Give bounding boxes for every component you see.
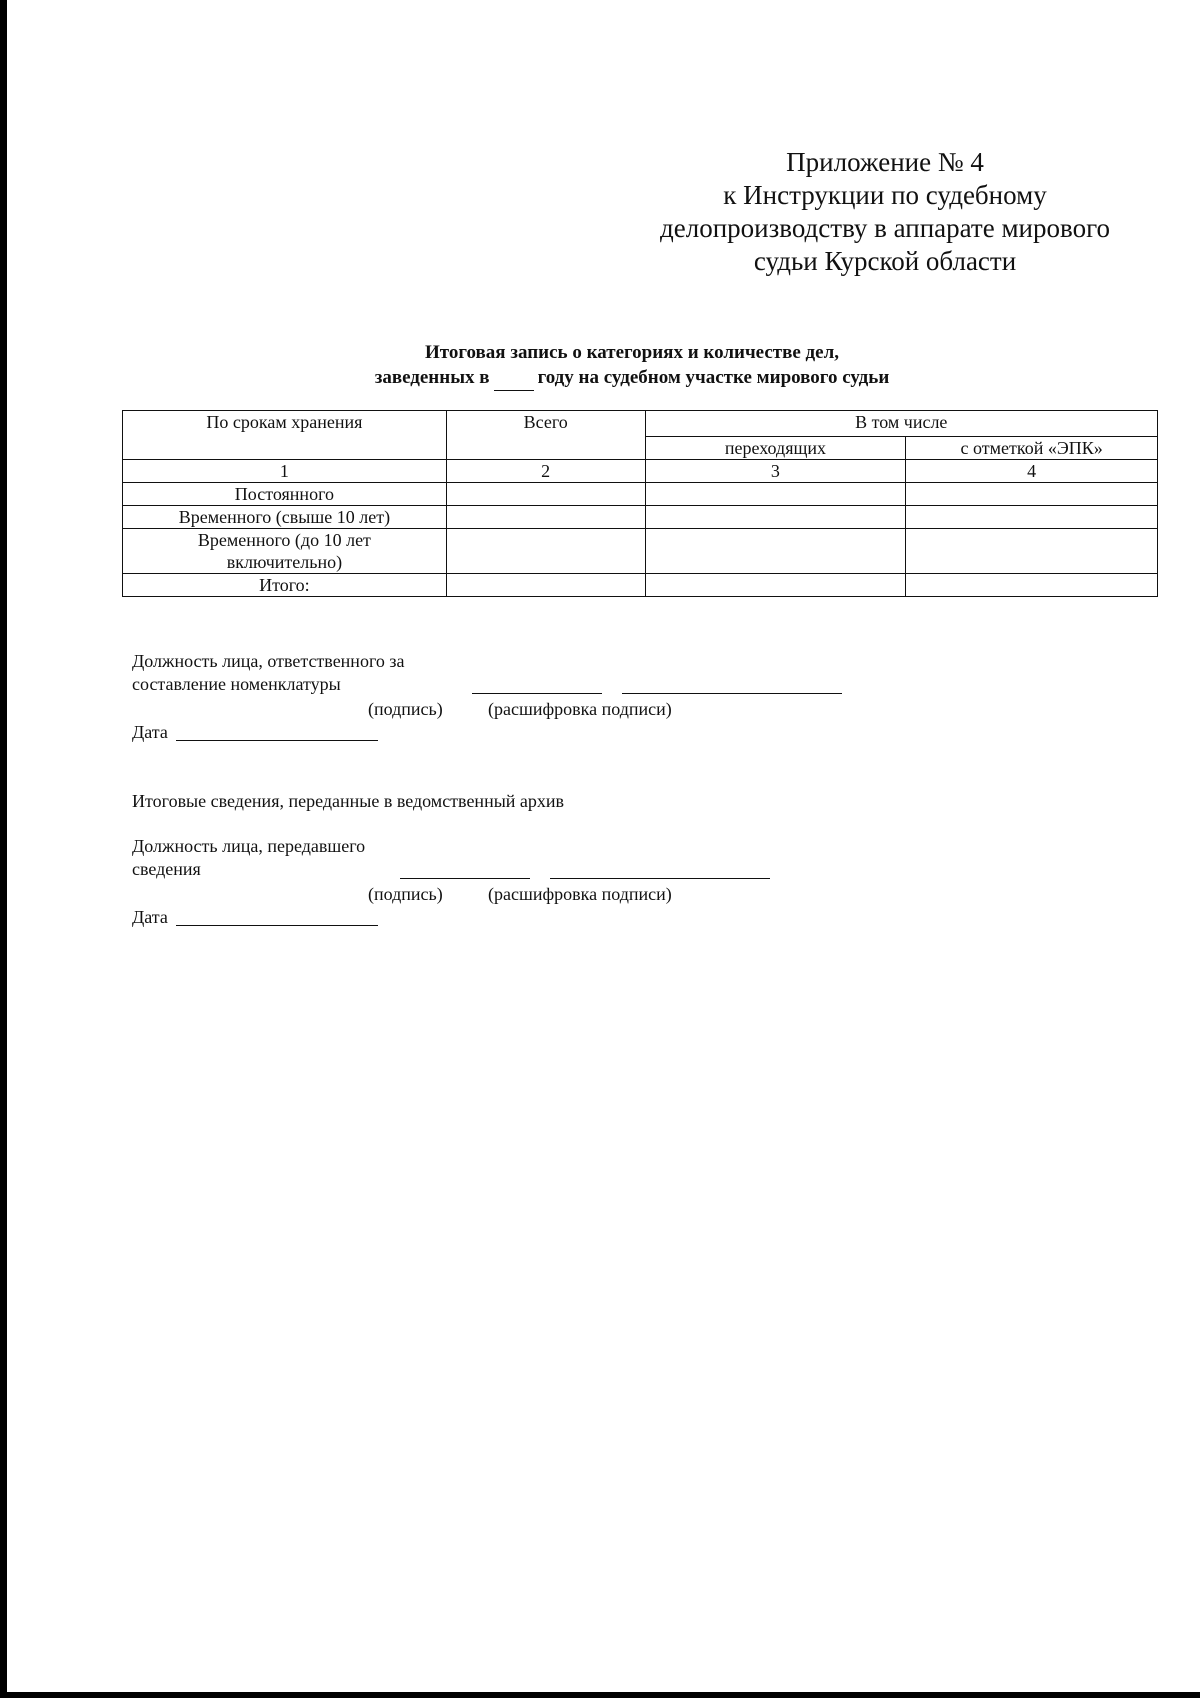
appendix-line-3: делопроизводству в аппарате мирового (660, 213, 1110, 243)
date-label-1: Дата (132, 722, 168, 742)
cell-transferring[interactable] (645, 574, 906, 597)
decode-line-2[interactable] (550, 878, 770, 879)
header-epk: с отметкой «ЭПК» (906, 437, 1158, 460)
cell-total[interactable] (446, 483, 645, 506)
cell-epk[interactable] (906, 506, 1158, 529)
column-number-3: 3 (645, 460, 906, 483)
archive-heading: Итоговые сведения, переданные в ведомственный архив (132, 791, 565, 811)
responsible-position (132, 650, 404, 696)
cell-transferring[interactable] (645, 483, 906, 506)
column-number-1: 1 (123, 460, 447, 483)
date-line-2[interactable] (176, 925, 378, 926)
document-title (122, 340, 1142, 391)
transferring-position-line-2: сведения (132, 859, 201, 879)
row-label: Временного (до 10 лет включительно) (123, 529, 447, 574)
decode-caption-2: (расшифровка подписи) (488, 884, 672, 904)
cell-epk[interactable] (906, 574, 1158, 597)
responsible-position-line-2: составление номенклатуры (132, 674, 341, 694)
page-border-bottom (0, 1692, 1200, 1698)
header-total: Всего (446, 411, 645, 460)
column-number-2: 2 (446, 460, 645, 483)
table-row (123, 506, 1158, 529)
responsible-position-line-1: Должность лица, ответственного за (132, 651, 405, 671)
signature-line-1[interactable] (472, 693, 602, 694)
column-number-4: 4 (906, 460, 1158, 483)
cell-transferring[interactable] (645, 529, 906, 574)
title-line-2-end: году на судебном участке мирового судьи (537, 367, 890, 388)
cell-epk[interactable] (906, 483, 1158, 506)
header-transferring: переходящих (645, 437, 906, 460)
row-label: Итого: (123, 574, 447, 597)
year-blank[interactable] (494, 365, 534, 391)
table-row (123, 483, 1158, 506)
date-label-2: Дата (132, 907, 168, 927)
signature-line-2[interactable] (400, 878, 530, 879)
signature-caption-2: (подпись) (368, 884, 443, 904)
transferring-position (132, 835, 365, 881)
cell-total[interactable] (446, 574, 645, 597)
appendix-header (610, 146, 1160, 278)
cell-total[interactable] (446, 529, 645, 574)
table-row (123, 574, 1158, 597)
summary-table (122, 410, 1158, 597)
cell-total[interactable] (446, 506, 645, 529)
cell-epk[interactable] (906, 529, 1158, 574)
title-line-1: Итоговая запись о категориях и количестве дел, (424, 342, 840, 363)
table-row (123, 529, 1158, 574)
decode-caption-1: (расшифровка подписи) (488, 699, 672, 719)
title-line-2 (122, 365, 1142, 391)
title-line-2-start: заведенных в (374, 367, 490, 388)
cell-transferring[interactable] (645, 506, 906, 529)
appendix-line-4: судьи Курской области (753, 246, 1017, 276)
row-label: Постоянного (123, 483, 447, 506)
signature-caption-1: (подпись) (368, 699, 443, 719)
page-border-left (0, 0, 7, 1698)
transferring-position-line-1: Должность лица, передавшего (132, 836, 366, 856)
header-including: В том числе (645, 411, 1157, 437)
decode-line-1[interactable] (622, 693, 842, 694)
appendix-line-1: Приложение № 4 (786, 147, 984, 177)
row-label: Временного (свыше 10 лет) (123, 506, 447, 529)
appendix-line-2: к Инструкции по судебному (723, 180, 1047, 210)
header-storage: По срокам хранения (123, 411, 447, 460)
date-line-1[interactable] (176, 740, 378, 741)
